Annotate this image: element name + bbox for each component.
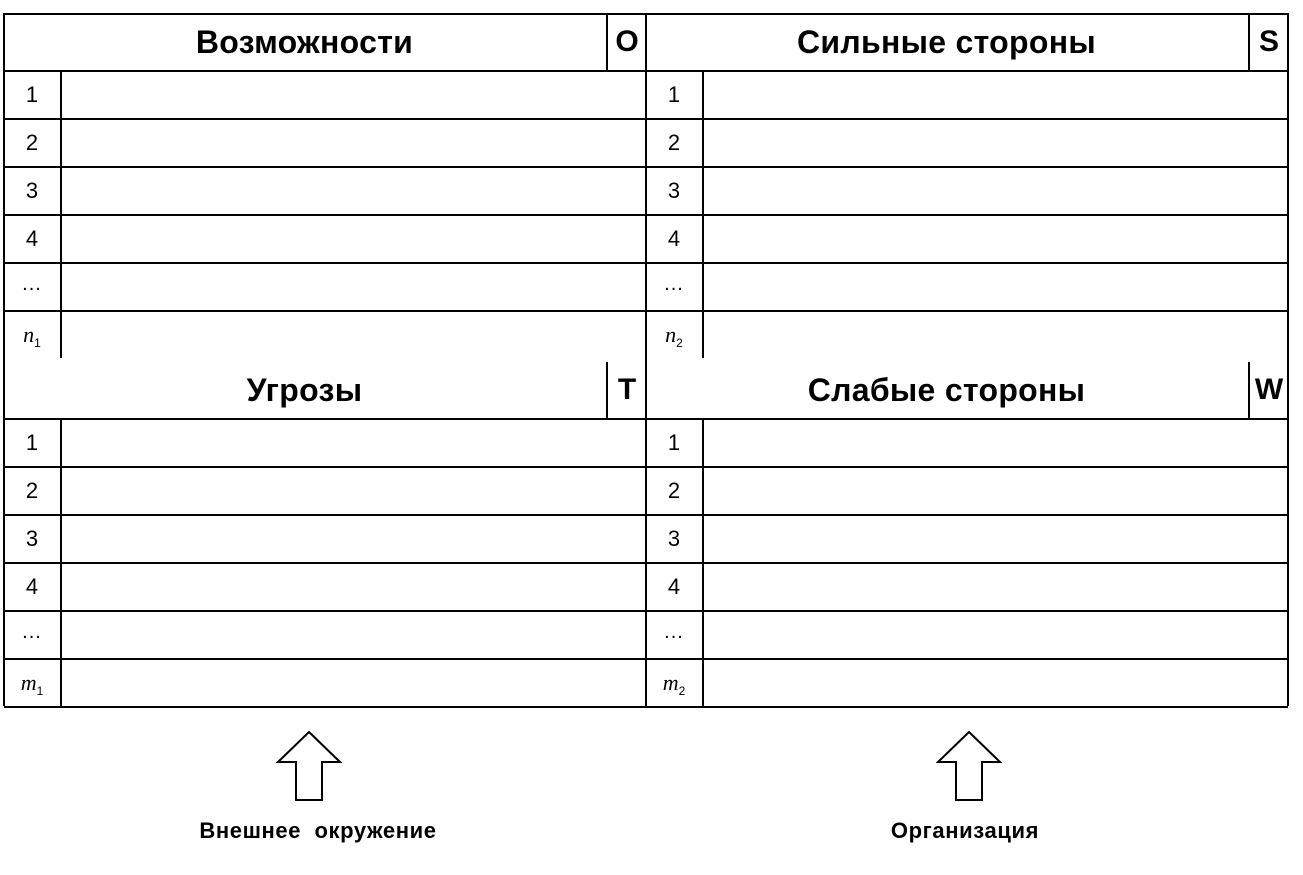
quadrant-opportunities xyxy=(4,14,646,360)
row-cell xyxy=(62,120,646,166)
frame-right-border xyxy=(1287,13,1289,706)
table-row xyxy=(4,312,646,360)
row-number: 1 xyxy=(646,72,704,118)
row-cell xyxy=(62,420,646,466)
caption-external-environment: Внешнее окружение xyxy=(199,818,437,843)
caption-organization: Организация xyxy=(890,818,1040,843)
row-cell xyxy=(62,516,646,562)
row-cell xyxy=(62,564,646,610)
row-cell xyxy=(704,420,1288,466)
table-row xyxy=(646,72,1288,120)
row-number: 2 xyxy=(4,468,62,514)
quadrant-threats xyxy=(4,362,646,708)
row-cell xyxy=(704,564,1288,610)
row-cell xyxy=(62,264,646,310)
variable-subscript: 1 xyxy=(34,336,41,350)
row-number-ellipsis: ... xyxy=(4,264,62,310)
row-number: 4 xyxy=(4,216,62,262)
variable-subscript: 2 xyxy=(676,336,683,350)
table-row xyxy=(4,468,646,516)
variable-letter: n xyxy=(23,322,35,347)
table-row xyxy=(4,660,646,708)
row-cell xyxy=(62,660,646,706)
row-number: 4 xyxy=(646,564,704,610)
table-row xyxy=(646,264,1288,312)
up-arrow-icon xyxy=(276,730,342,802)
row-cell xyxy=(62,468,646,514)
quadrant-title: Слабые стороны xyxy=(807,372,1086,408)
table-row xyxy=(646,420,1288,468)
table-row xyxy=(646,168,1288,216)
table-row xyxy=(646,660,1288,708)
row-number-ellipsis: ... xyxy=(646,612,704,658)
row-cell xyxy=(704,72,1288,118)
row-number: 2 xyxy=(646,468,704,514)
table-row xyxy=(4,168,646,216)
table-row xyxy=(646,564,1288,612)
row-cell xyxy=(704,660,1288,706)
quadrant-title: Угрозы xyxy=(246,372,363,408)
row-number-variable xyxy=(646,312,704,358)
table-row xyxy=(646,312,1288,360)
row-cell xyxy=(704,612,1288,658)
table-row xyxy=(4,516,646,564)
table-row xyxy=(4,72,646,120)
row-cell xyxy=(704,468,1288,514)
table-row xyxy=(4,612,646,660)
row-number: 4 xyxy=(646,216,704,262)
table-row xyxy=(4,264,646,312)
quadrant-letter: W xyxy=(1248,362,1288,418)
row-number: 1 xyxy=(4,72,62,118)
table-row xyxy=(646,216,1288,264)
quadrant-letter: T xyxy=(606,362,646,418)
quadrant-header xyxy=(646,362,1288,420)
row-cell xyxy=(62,72,646,118)
row-cell xyxy=(704,216,1288,262)
row-number: 4 xyxy=(4,564,62,610)
variable-letter: m xyxy=(662,670,679,695)
variable-letter: n xyxy=(665,322,677,347)
row-cell xyxy=(62,612,646,658)
quadrant-title: Сильные стороны xyxy=(797,24,1096,60)
row-number: 3 xyxy=(4,168,62,214)
row-cell xyxy=(62,168,646,214)
quadrant-letter: O xyxy=(606,14,646,70)
row-number-variable xyxy=(4,660,62,706)
quadrant-header xyxy=(646,14,1288,72)
quadrant-weaknesses xyxy=(646,362,1288,708)
variable-letter: m xyxy=(20,670,37,695)
row-number-variable xyxy=(4,312,62,358)
quadrant-header xyxy=(4,14,646,72)
table-row xyxy=(4,120,646,168)
row-number: 2 xyxy=(4,120,62,166)
row-number-ellipsis: ... xyxy=(4,612,62,658)
frame-center-divider xyxy=(645,13,647,706)
row-cell xyxy=(62,312,646,358)
quadrant-title: Возможности xyxy=(195,24,414,60)
table-row xyxy=(4,564,646,612)
row-number: 3 xyxy=(646,168,704,214)
quadrant-header xyxy=(4,362,646,420)
table-row xyxy=(646,468,1288,516)
up-arrow-icon xyxy=(936,730,1002,802)
variable-subscript: 1 xyxy=(36,684,44,698)
table-row xyxy=(4,216,646,264)
row-number: 1 xyxy=(646,420,704,466)
row-number-variable xyxy=(646,660,704,706)
row-cell xyxy=(704,168,1288,214)
table-row xyxy=(646,516,1288,564)
row-number-ellipsis: ... xyxy=(646,264,704,310)
table-row xyxy=(4,420,646,468)
row-number: 3 xyxy=(4,516,62,562)
table-row xyxy=(646,612,1288,660)
row-number: 3 xyxy=(646,516,704,562)
row-cell xyxy=(704,120,1288,166)
frame-left-border xyxy=(3,13,5,706)
row-cell xyxy=(62,216,646,262)
row-cell xyxy=(704,264,1288,310)
row-cell xyxy=(704,516,1288,562)
row-number: 2 xyxy=(646,120,704,166)
quadrant-strengths xyxy=(646,14,1288,360)
table-row xyxy=(646,120,1288,168)
variable-subscript: 2 xyxy=(678,684,686,698)
row-number: 1 xyxy=(4,420,62,466)
quadrant-letter: S xyxy=(1248,14,1288,70)
row-cell xyxy=(704,312,1288,358)
